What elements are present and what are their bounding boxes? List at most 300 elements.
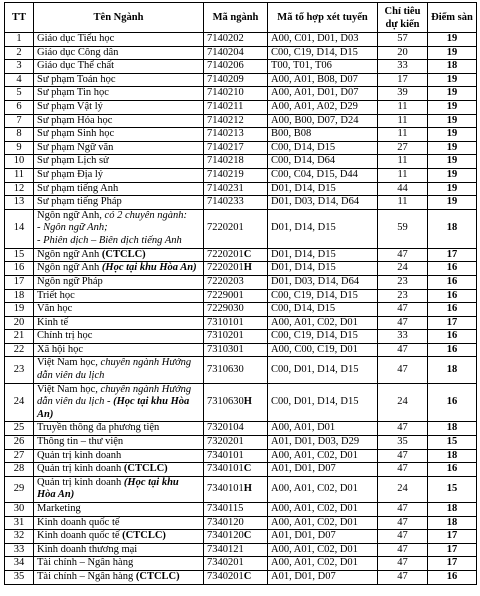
cell-tt: 34 <box>5 557 34 571</box>
cell-major-name <box>34 357 204 383</box>
major-code: 7140231 <box>207 182 244 194</box>
major-name-part: Việt Nam học, <box>37 383 101 395</box>
cell-major-name <box>34 248 204 262</box>
cell-major-code <box>204 60 268 74</box>
table-row <box>5 262 477 276</box>
cell-floor-score: 18 <box>428 60 477 74</box>
major-name-part: chuyên ngành Hướng dẫn viên du lịch <box>37 357 192 382</box>
cell-floor-score: 18 <box>428 449 477 463</box>
table-row <box>5 570 477 584</box>
cell-tt: 5 <box>5 87 34 101</box>
major-name-part: (CTCLC) <box>123 463 168 475</box>
cell-quota: 17 <box>378 73 428 87</box>
major-code: 7140202 <box>207 33 244 44</box>
cell-major-code <box>204 516 268 530</box>
cell-tt: 30 <box>5 503 34 517</box>
cell-floor-score: 19 <box>428 73 477 87</box>
major-name-part: Sư phạm Tin học <box>37 87 109 99</box>
cell-floor-score: 16 <box>428 383 477 422</box>
major-code: 7310101 <box>207 316 244 328</box>
cell-major-code <box>204 357 268 383</box>
major-name-part: có 2 chuyên ngành: <box>104 209 188 221</box>
table-row <box>5 60 477 74</box>
major-name-part: (CTCLC) <box>122 530 166 542</box>
cell-quota: 20 <box>378 46 428 60</box>
cell-quota: 47 <box>378 570 428 584</box>
cell-subject-combination: A00, B00, D07, D24 <box>268 114 378 128</box>
table-row <box>5 530 477 544</box>
cell-major-code <box>204 87 268 101</box>
major-code: 7310630 <box>207 363 244 375</box>
cell-major-name <box>34 316 204 330</box>
cell-major-name <box>34 46 204 60</box>
cell-tt: 21 <box>5 330 34 344</box>
cell-major-name <box>34 503 204 517</box>
major-name-part: Sư phạm Toán học <box>37 73 116 85</box>
cell-floor-score: 18 <box>428 357 477 383</box>
cell-subject-combination: C00, C04, D15, D44 <box>268 168 378 182</box>
cell-subject-combination: A00, A01, D01 <box>268 422 378 436</box>
cell-quota: 57 <box>378 33 428 47</box>
major-code: 7340101 <box>207 449 244 461</box>
cell-tt: 32 <box>5 530 34 544</box>
cell-subject-combination: A00, A01, C02, D01 <box>268 449 378 463</box>
table-row <box>5 33 477 47</box>
major-code: 7220201 <box>207 248 244 260</box>
cell-major-code <box>204 330 268 344</box>
major-name-part: Sư phạm Vật lý <box>37 100 103 112</box>
table-row <box>5 196 477 210</box>
cell-quota: 11 <box>378 114 428 128</box>
cell-quota: 11 <box>378 196 428 210</box>
cell-floor-score: 19 <box>428 33 477 47</box>
cell-tt: 35 <box>5 570 34 584</box>
cell-major-name <box>34 543 204 557</box>
cell-floor-score: 17 <box>428 248 477 262</box>
cell-floor-score: 19 <box>428 155 477 169</box>
cell-quota: 24 <box>378 262 428 276</box>
major-code: 7140217 <box>207 141 244 153</box>
cell-subject-combination: C00, D14, D15 <box>268 303 378 317</box>
major-name-part: Việt Nam học, <box>37 357 101 369</box>
table-row <box>5 422 477 436</box>
table-row <box>5 141 477 155</box>
cell-floor-score: 17 <box>428 316 477 330</box>
cell-quota: 47 <box>378 516 428 530</box>
major-name-part: Sư phạm Lịch sử <box>37 155 109 167</box>
cell-major-name <box>34 155 204 169</box>
cell-tt: 13 <box>5 196 34 210</box>
major-code: 7340121 <box>207 543 244 555</box>
cell-quota: 47 <box>378 343 428 357</box>
table-row <box>5 436 477 450</box>
cell-quota: 47 <box>378 248 428 262</box>
cell-tt: 31 <box>5 516 34 530</box>
cell-tt: 25 <box>5 422 34 436</box>
major-name-part: Giáo dục Tiểu học <box>37 33 115 44</box>
cell-quota: 11 <box>378 100 428 114</box>
cell-subject-combination: A01, D01, D07 <box>268 530 378 544</box>
cell-major-name <box>34 330 204 344</box>
table-row <box>5 330 477 344</box>
cell-major-name <box>34 557 204 571</box>
major-code: 7140210 <box>207 87 244 99</box>
table-row <box>5 87 477 101</box>
cell-major-code <box>204 209 268 248</box>
cell-floor-score: 18 <box>428 422 477 436</box>
table-row <box>5 383 477 422</box>
major-code: 7340120 <box>207 530 244 542</box>
cell-tt: 18 <box>5 289 34 303</box>
table-row <box>5 114 477 128</box>
table-row <box>5 289 477 303</box>
cell-major-name <box>34 196 204 210</box>
major-name-part: Giáo dục Thể chất <box>37 60 115 72</box>
cell-major-name <box>34 449 204 463</box>
cell-subject-combination: A00, A01, A02, D29 <box>268 100 378 114</box>
cell-quota: 35 <box>378 436 428 450</box>
cell-major-code <box>204 383 268 422</box>
major-name-part: Sư phạm Địa lý <box>37 168 104 180</box>
major-name-part: Kinh doanh quốc tế <box>37 516 120 528</box>
cell-major-name <box>34 530 204 544</box>
cell-major-code <box>204 248 268 262</box>
table-row <box>5 543 477 557</box>
major-code: 7340120 <box>207 516 244 528</box>
major-name-part: Thông tin – thư viện <box>37 436 124 448</box>
cell-floor-score: 19 <box>428 128 477 142</box>
cell-tt: 12 <box>5 182 34 196</box>
cell-subject-combination: C00, C19, D14, D15 <box>268 330 378 344</box>
major-code-suffix: H <box>243 483 252 495</box>
major-name-part: (CTCLC) <box>135 570 180 582</box>
cell-floor-score: 16 <box>428 275 477 289</box>
table-row <box>5 46 477 60</box>
cell-subject-combination: D01, D14, D15 <box>268 248 378 262</box>
cell-major-name <box>34 289 204 303</box>
table-row <box>5 275 477 289</box>
header-quota: Chỉ tiêu dự kiến <box>378 3 428 33</box>
cell-tt: 33 <box>5 543 34 557</box>
cell-floor-score: 19 <box>428 114 477 128</box>
cell-major-name <box>34 570 204 584</box>
cell-subject-combination: C00, D14, D15 <box>268 141 378 155</box>
major-code: 7320201 <box>207 436 244 448</box>
cell-major-code <box>204 530 268 544</box>
cell-subject-combination: A00, A01, C02, D01 <box>268 476 378 502</box>
cell-floor-score: 16 <box>428 262 477 276</box>
major-name-part: Sư phạm tiếng Anh <box>37 182 119 194</box>
cell-subject-combination: A01, D01, D07 <box>268 463 378 477</box>
table-body <box>5 33 477 585</box>
major-name-part: Sư phạm Hóa học <box>37 114 113 126</box>
table-row <box>5 303 477 317</box>
table-row <box>5 503 477 517</box>
cell-major-name <box>34 275 204 289</box>
major-name-part: Quản trị kinh doanh <box>37 463 124 475</box>
cell-major-name <box>34 343 204 357</box>
cell-tt: 11 <box>5 168 34 182</box>
major-code: 7140213 <box>207 128 244 140</box>
cell-major-code <box>204 503 268 517</box>
cell-major-name <box>34 100 204 114</box>
cell-major-name <box>34 383 204 422</box>
major-name-part: Sư phạm tiếng Pháp <box>37 196 122 208</box>
cell-subject-combination: D01, D14, D15 <box>268 182 378 196</box>
major-name-part: Kinh doanh thương mại <box>37 543 138 555</box>
cell-quota: 47 <box>378 303 428 317</box>
major-code: 7220201 <box>207 222 244 234</box>
cell-major-code <box>204 46 268 60</box>
table-row <box>5 100 477 114</box>
cell-major-name <box>34 114 204 128</box>
major-name-part: Ngôn ngữ Anh <box>37 248 102 260</box>
major-code-suffix: C <box>243 530 252 542</box>
cell-major-code <box>204 73 268 87</box>
cell-tt: 28 <box>5 463 34 477</box>
cell-major-code <box>204 343 268 357</box>
cell-tt: 3 <box>5 60 34 74</box>
table-row <box>5 316 477 330</box>
cell-major-code <box>204 100 268 114</box>
major-code: 7340101 <box>207 463 244 475</box>
cell-tt: 20 <box>5 316 34 330</box>
cell-subject-combination: A00, A01, C02, D01 <box>268 316 378 330</box>
major-code: 7310301 <box>207 343 244 355</box>
major-code: 7140211 <box>207 100 244 112</box>
cell-major-name <box>34 128 204 142</box>
cell-major-name <box>34 422 204 436</box>
cell-quota: 33 <box>378 60 428 74</box>
table-row <box>5 155 477 169</box>
cell-tt: 23 <box>5 357 34 383</box>
major-name-part: Truyền thông đa phương tiện <box>37 422 160 434</box>
table-row <box>5 463 477 477</box>
major-name-part: (Học tại khu Hòa An) <box>37 396 190 420</box>
cell-major-name <box>34 33 204 47</box>
table-row <box>5 248 477 262</box>
cell-subject-combination: T00, T01, T06 <box>268 60 378 74</box>
cell-major-code <box>204 196 268 210</box>
major-name-part: Sư phạm Ngữ văn <box>37 141 114 153</box>
major-code: 7220201 <box>207 262 244 274</box>
cell-floor-score: 19 <box>428 100 477 114</box>
cell-subject-combination: A01, D01, D07 <box>268 570 378 584</box>
cell-major-code <box>204 33 268 47</box>
major-code: 7140209 <box>207 73 244 85</box>
cell-major-code <box>204 182 268 196</box>
cell-floor-score: 19 <box>428 182 477 196</box>
cell-major-name <box>34 60 204 74</box>
cell-tt: 8 <box>5 128 34 142</box>
cell-tt: 22 <box>5 343 34 357</box>
cell-tt: 24 <box>5 383 34 422</box>
cell-major-name <box>34 436 204 450</box>
cell-floor-score: 15 <box>428 476 477 502</box>
cell-subject-combination: D01, D14, D15 <box>268 209 378 248</box>
cell-floor-score: 18 <box>428 503 477 517</box>
major-name-part: Ngôn ngữ Anh <box>37 262 102 274</box>
major-code-suffix: C <box>243 463 252 475</box>
cell-major-code <box>204 422 268 436</box>
major-code: 7229001 <box>207 289 244 301</box>
cell-major-name <box>34 168 204 182</box>
cell-major-name <box>34 476 204 502</box>
cell-tt: 2 <box>5 46 34 60</box>
cell-quota: 47 <box>378 530 428 544</box>
major-code: 7320104 <box>207 422 244 434</box>
major-name-part: Quản trị kinh doanh <box>37 449 122 461</box>
cell-quota: 47 <box>378 357 428 383</box>
cell-quota: 24 <box>378 383 428 422</box>
cell-floor-score: 18 <box>428 209 477 248</box>
cell-floor-score: 16 <box>428 343 477 357</box>
cell-subject-combination: C00, D14, D64 <box>268 155 378 169</box>
cell-major-name <box>34 141 204 155</box>
table-row <box>5 182 477 196</box>
cell-major-name <box>34 303 204 317</box>
major-name-part: Văn học <box>37 303 73 315</box>
cell-major-code <box>204 449 268 463</box>
header-floor-score: Điểm sàn <box>428 3 477 33</box>
cell-floor-score: 17 <box>428 557 477 571</box>
cell-tt: 4 <box>5 73 34 87</box>
header-major-code: Mã ngành <box>204 3 268 33</box>
major-code: 7140206 <box>207 60 244 72</box>
cell-floor-score: 16 <box>428 303 477 317</box>
table-row <box>5 449 477 463</box>
cell-quota: 47 <box>378 422 428 436</box>
cell-subject-combination: A00, A01, C02, D01 <box>268 557 378 571</box>
cell-floor-score: 19 <box>428 46 477 60</box>
major-name-part: Triết học <box>37 289 75 301</box>
cell-tt: 15 <box>5 248 34 262</box>
cell-quota: 47 <box>378 449 428 463</box>
cell-tt: 14 <box>5 209 34 248</box>
major-name-part: Sư phạm Sinh học <box>37 128 115 140</box>
cell-major-code <box>204 128 268 142</box>
cell-quota: 24 <box>378 476 428 502</box>
cell-quota: 47 <box>378 543 428 557</box>
major-code: 7340101 <box>207 483 244 495</box>
admission-table <box>4 2 477 585</box>
cell-tt: 9 <box>5 141 34 155</box>
cell-subject-combination: A00, A01, C02, D01 <box>268 503 378 517</box>
cell-quota: 23 <box>378 275 428 289</box>
cell-quota: 11 <box>378 155 428 169</box>
cell-tt: 10 <box>5 155 34 169</box>
cell-quota: 59 <box>378 209 428 248</box>
cell-subject-combination: B00, B08 <box>268 128 378 142</box>
cell-quota: 47 <box>378 463 428 477</box>
cell-major-code <box>204 316 268 330</box>
cell-subject-combination: A00, C01, D01, D03 <box>268 33 378 47</box>
major-name-part: Ngôn ngữ Pháp <box>37 275 103 287</box>
cell-major-code <box>204 543 268 557</box>
cell-major-name <box>34 463 204 477</box>
cell-floor-score: 16 <box>428 463 477 477</box>
cell-major-code <box>204 303 268 317</box>
major-code-suffix: H <box>243 262 252 274</box>
cell-major-code <box>204 570 268 584</box>
cell-subject-combination: C00, C19, D14, D15 <box>268 289 378 303</box>
cell-quota: 23 <box>378 289 428 303</box>
cell-major-code <box>204 289 268 303</box>
cell-quota: 11 <box>378 128 428 142</box>
cell-major-name <box>34 73 204 87</box>
cell-tt: 26 <box>5 436 34 450</box>
cell-quota: 27 <box>378 141 428 155</box>
cell-quota: 11 <box>378 168 428 182</box>
cell-subject-combination: A00, C00, C19, D01 <box>268 343 378 357</box>
major-code: 7220203 <box>207 275 244 287</box>
major-name-part: (Học tại khu Hòa An) <box>37 476 179 501</box>
major-code: 7340115 <box>207 503 244 514</box>
cell-floor-score: 18 <box>428 516 477 530</box>
table-row <box>5 343 477 357</box>
major-name-part: Marketing <box>37 503 81 514</box>
cell-subject-combination: A00, A01, B08, D07 <box>268 73 378 87</box>
major-code: 7310630 <box>207 396 244 408</box>
cell-floor-score: 19 <box>428 196 477 210</box>
major-name-part: Xã hội học <box>37 343 84 355</box>
cell-subject-combination: C00, C19, D14, D15 <box>268 46 378 60</box>
cell-tt: 1 <box>5 33 34 47</box>
cell-tt: 17 <box>5 275 34 289</box>
cell-quota: 33 <box>378 330 428 344</box>
cell-tt: 7 <box>5 114 34 128</box>
major-name-part: Ngôn ngữ Anh, <box>37 209 105 221</box>
cell-floor-score: 17 <box>428 543 477 557</box>
major-name-part: (Học tại khu Hòa An) <box>101 262 197 274</box>
cell-quota: 44 <box>378 182 428 196</box>
cell-subject-combination: A00, A01, C02, D01 <box>268 516 378 530</box>
major-name-part: chuyên ngành Hướng dẫn viên du lịch - <box>37 383 192 408</box>
major-name-part: Quản trị kinh doanh <box>37 476 124 488</box>
major-code-suffix: C <box>243 570 252 582</box>
cell-floor-score: 19 <box>428 87 477 101</box>
cell-tt: 6 <box>5 100 34 114</box>
cell-major-code <box>204 557 268 571</box>
header-subject-combination: Mã tổ hợp xét tuyển <box>268 3 378 33</box>
major-name-part: - Ngôn ngữ Anh; <box>37 222 108 234</box>
cell-floor-score: 16 <box>428 570 477 584</box>
cell-quota: 39 <box>378 87 428 101</box>
major-code: 7140219 <box>207 168 244 180</box>
cell-major-code <box>204 275 268 289</box>
major-name-part: Kinh tế <box>37 316 69 328</box>
major-name-part: Tài chính – Ngân hàng <box>37 557 134 569</box>
cell-major-name <box>34 87 204 101</box>
cell-major-code <box>204 463 268 477</box>
major-code-suffix: H <box>243 396 252 408</box>
admission-table-document <box>4 2 476 585</box>
cell-subject-combination: A00, A01, D01, D07 <box>268 87 378 101</box>
cell-major-name <box>34 516 204 530</box>
cell-major-code <box>204 436 268 450</box>
cell-tt: 19 <box>5 303 34 317</box>
major-name-part: - Phiên dịch – Biên dịch tiếng Anh <box>37 235 182 247</box>
table-row <box>5 73 477 87</box>
major-code: 7140218 <box>207 155 244 167</box>
cell-major-name <box>34 182 204 196</box>
table-row <box>5 357 477 383</box>
cell-major-code <box>204 141 268 155</box>
cell-subject-combination: C00, D01, D14, D15 <box>268 357 378 383</box>
major-code: 7229030 <box>207 303 244 315</box>
cell-floor-score: 16 <box>428 289 477 303</box>
cell-quota: 47 <box>378 316 428 330</box>
